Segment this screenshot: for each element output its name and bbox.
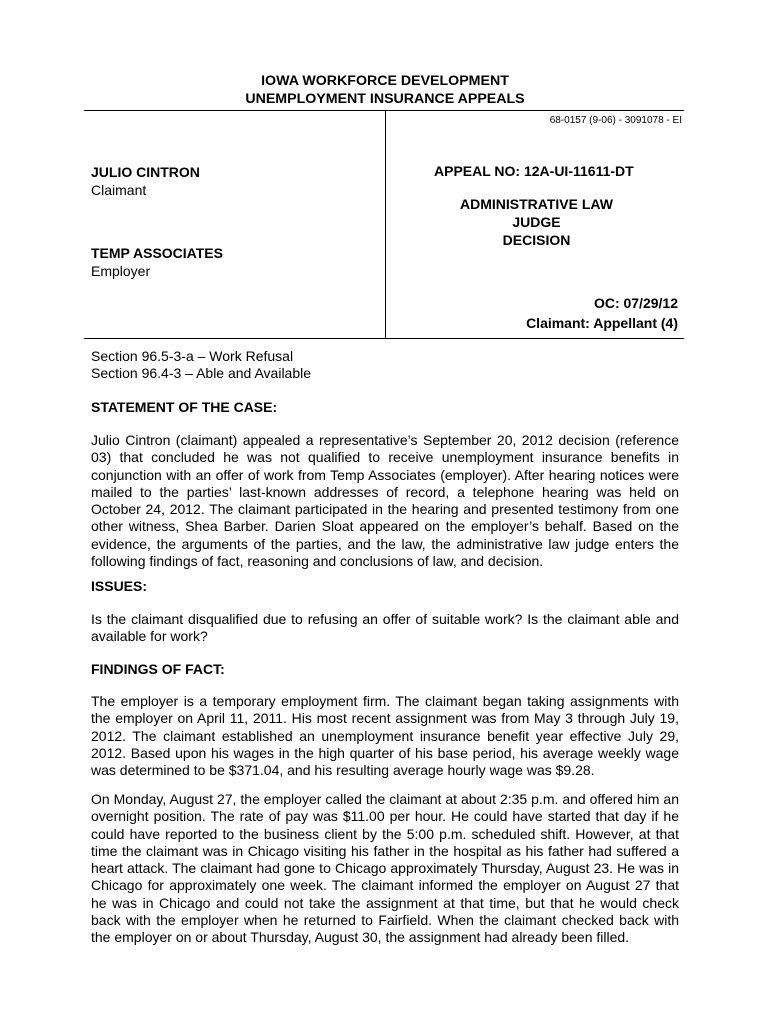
division-name: UNEMPLOYMENT INSURANCE APPEALS xyxy=(245,91,525,107)
statement-paragraph: Julio Cintron (claimant) appealed a representative’s September 20, 2012 decision (reference 03) that concluded he was not qualified to receive unemployment insurance benefits in conjunction with an offer of work from Temp Associates (employer). After hearing notices were mailed to the parties’ last-known addresses of record, a telephone hearing was held on October 24, 2012. The claimant participated in the hearing and presented testimony from one other witness, Shea Barber. Darien Sloat appeared on the employer’s behalf. Based on the evidence, the arguments of the parties, and the law, the administrative law judge enters the following findings of fact, reasoning and conclusions of law, and decision. xyxy=(91,432,679,570)
claimant-block xyxy=(91,163,200,199)
issues-heading: ISSUES: xyxy=(91,578,148,594)
findings-paragraph-1: The employer is a temporary employment firm. The claimant began taking assignments with the employer on April 11, 2011. His most recent assignment was from May 3 through July 19, 2012. The claimant established an unemployment insurance benefit year effective July 29, 2012. Based upon his wages in the high quarter of his base period, his average weekly wage was determined to be $371.04, and his resulting average hourly wage was $9.28. xyxy=(91,693,679,779)
issues-paragraph: Is the claimant disqualified due to refusing an offer of suitable work? Is the claimant able and available for work? xyxy=(91,611,679,645)
decision-title-line2: DECISION xyxy=(502,232,571,248)
document-header xyxy=(0,72,770,108)
agency-name: IOWA WORKFORCE DEVELOPMENT xyxy=(261,73,509,89)
claimant-status: Claimant: Appellant (4) xyxy=(526,315,678,331)
appeal-number: APPEAL NO: 12A-UI-11611-DT xyxy=(434,163,634,179)
statement-heading: STATEMENT OF THE CASE: xyxy=(91,399,278,415)
section-line-2: Section 96.4-3 – Able and Available xyxy=(91,365,312,381)
findings-paragraph-2: On Monday, August 27, the employer called the claimant at about 2:35 p.m. and offered him an overnight position. The rate of pay was $11.00 per hour. He could have started that day if he could have reported to the business client by the 5:00 p.m. scheduled shift. However, at that time the claimant was in Chicago visiting his father in the hospital as his father had suffered a heart attack. The claimant had gone to Chicago approximately Thursday, August 23. He was in Chicago for approximately one week. The claimant informed the employer on August 27 that he was in Chicago and could not take the assignment at that time, but that he would check back with the employer when he returned to Fairfield. When the claimant checked back with the employer on or about Thursday, August 30, the assignment had already been filled. xyxy=(91,791,679,946)
decision-title-line1: ADMINISTRATIVE LAW JUDGE xyxy=(460,196,613,230)
top-divider xyxy=(84,110,684,111)
section-references xyxy=(91,348,679,382)
section-line-1: Section 96.5-3-a – Work Refusal xyxy=(91,348,294,364)
findings-heading: FINDINGS OF FACT: xyxy=(91,661,225,677)
employer-name: TEMP ASSOCIATES xyxy=(91,245,223,261)
oc-date: OC: 07/29/12 xyxy=(593,295,678,311)
decision-title xyxy=(434,195,639,249)
claimant-role: Claimant xyxy=(91,182,147,198)
bottom-divider xyxy=(84,338,684,339)
employer-block xyxy=(91,244,223,280)
vertical-divider xyxy=(385,110,386,339)
form-code: 68-0157 (9-06) - 3091078 - EI xyxy=(549,115,682,126)
claimant-name: JULIO CINTRON xyxy=(91,164,200,180)
oc-block xyxy=(526,293,678,333)
employer-role: Employer xyxy=(91,263,151,279)
